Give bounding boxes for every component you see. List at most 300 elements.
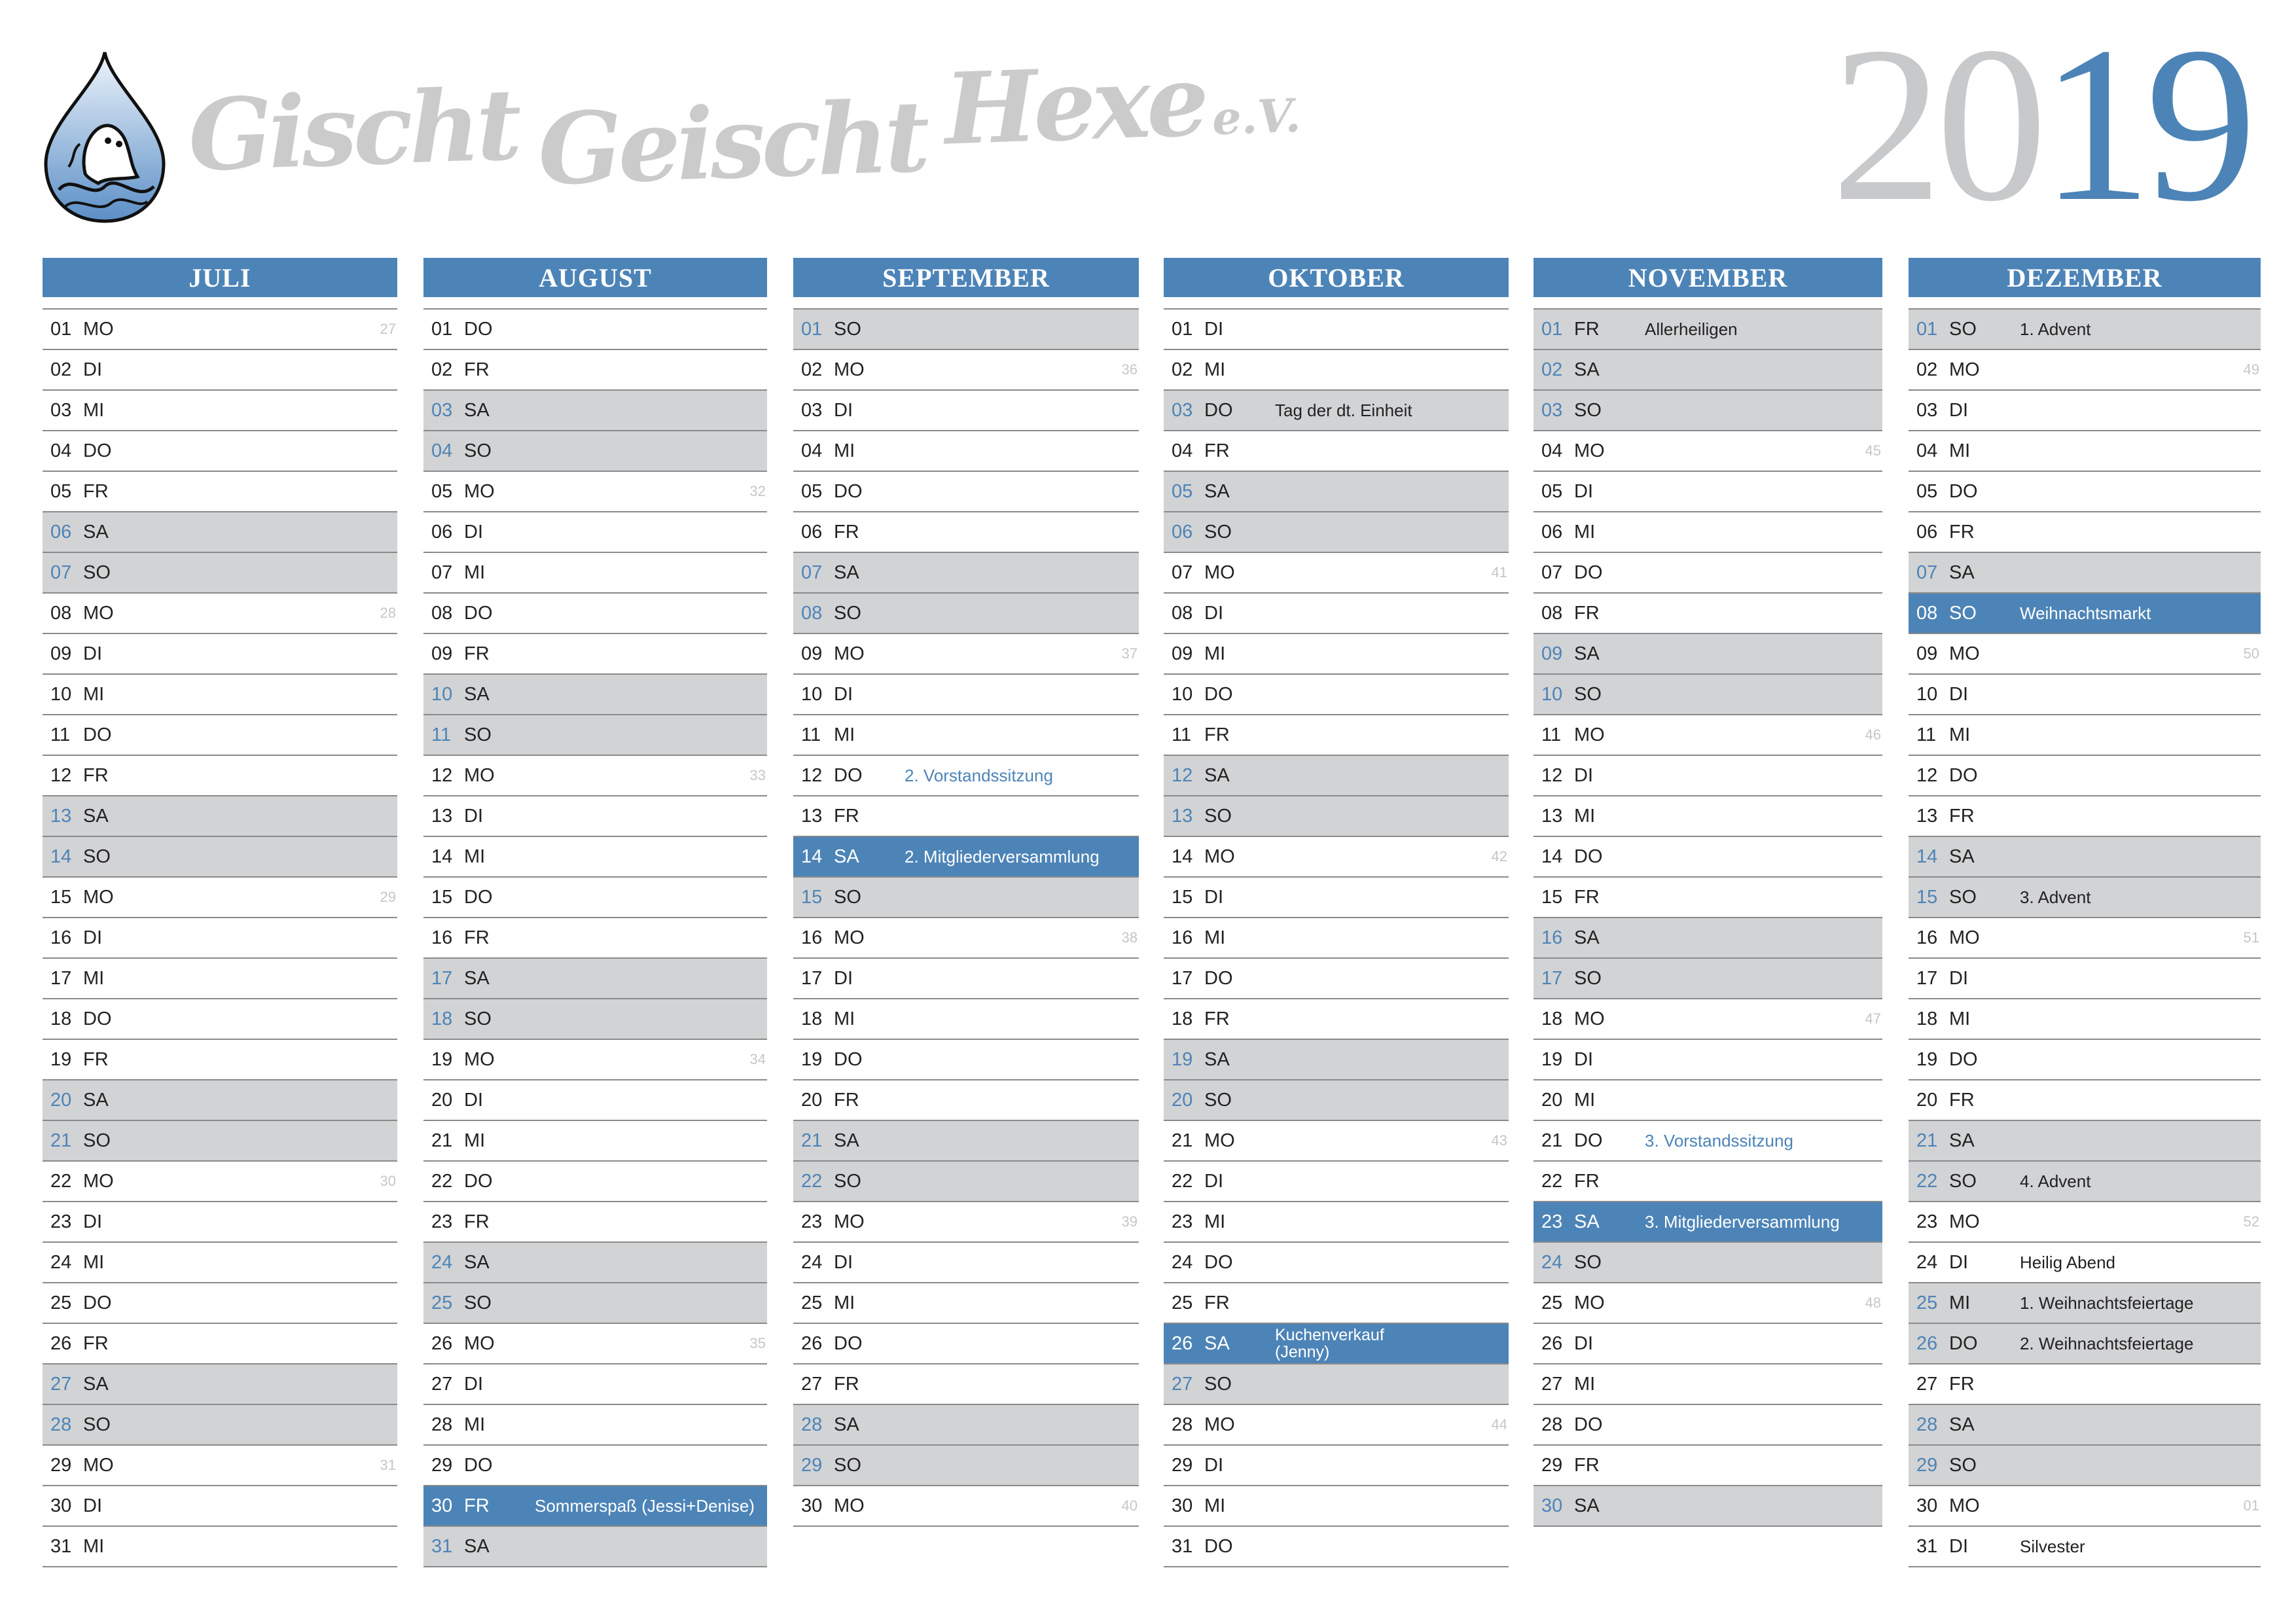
day-row — [1534, 592, 1882, 633]
weekday: DI — [1574, 1333, 1593, 1354]
day-number: 22 — [1541, 1171, 1563, 1192]
day-number: 14 — [1172, 846, 1193, 867]
month-column — [793, 258, 1139, 1527]
day-number: 07 — [50, 562, 72, 583]
day-row — [1909, 349, 2261, 389]
weekday: DO — [1574, 1414, 1603, 1435]
weekday: DI — [834, 968, 853, 989]
day-number: 25 — [1541, 1293, 1563, 1313]
day-row — [423, 836, 767, 876]
day-row — [423, 430, 767, 471]
day-row — [43, 1323, 397, 1363]
day-number: 11 — [801, 724, 821, 745]
day-row — [1909, 1079, 2261, 1120]
weekday: SA — [1949, 1414, 1975, 1435]
day-number: 28 — [1541, 1414, 1563, 1435]
day-row — [1909, 308, 2261, 349]
weekday: SA — [834, 1130, 859, 1151]
month-column — [1534, 258, 1882, 1527]
day-number: 21 — [1916, 1130, 1938, 1151]
day-row — [1909, 1363, 2261, 1404]
day-list — [1534, 308, 1882, 1527]
day-row — [1164, 1201, 1509, 1241]
weekday: MI — [83, 400, 105, 421]
day-row — [1909, 389, 2261, 430]
day-row — [1909, 957, 2261, 998]
month-column — [1909, 258, 2261, 1567]
week-number: 36 — [1121, 361, 1138, 378]
weekday: MI — [1574, 1374, 1596, 1395]
day-number: 26 — [431, 1333, 453, 1354]
day-row — [793, 1323, 1139, 1363]
event-label: Weihnachtsmarkt — [2020, 603, 2151, 623]
day-row — [1164, 1525, 1509, 1567]
weekday: SA — [464, 400, 490, 421]
week-number: 39 — [1121, 1213, 1138, 1230]
day-row — [423, 755, 767, 795]
week-number: 29 — [380, 889, 396, 905]
event-label: Heilig Abend — [2020, 1253, 2115, 1272]
day-number: 07 — [1916, 562, 1938, 583]
weekday: DI — [464, 1374, 483, 1395]
day-row — [1164, 308, 1509, 349]
day-row — [793, 957, 1139, 998]
weekday: MI — [834, 1293, 855, 1313]
day-number: 09 — [50, 643, 72, 664]
day-number: 10 — [1916, 684, 1938, 705]
day-row — [793, 1241, 1139, 1282]
week-number: 31 — [380, 1457, 396, 1473]
weekday: MO — [1574, 1008, 1605, 1029]
day-number: 27 — [1916, 1374, 1938, 1395]
day-row — [43, 1241, 397, 1282]
day-number: 14 — [431, 846, 453, 867]
day-number: 25 — [1172, 1293, 1193, 1313]
day-row — [1164, 917, 1509, 957]
weekday: MO — [464, 1333, 495, 1354]
day-number: 17 — [801, 968, 823, 989]
day-number: 06 — [431, 522, 453, 543]
weekday: SA — [1949, 846, 1975, 867]
week-number: 45 — [1865, 442, 1881, 459]
day-number: 06 — [1172, 522, 1193, 543]
weekday: FR — [1949, 1090, 1975, 1111]
day-number: 15 — [431, 887, 453, 908]
weekday: DI — [464, 522, 483, 543]
day-row — [423, 876, 767, 917]
day-number: 05 — [50, 481, 72, 502]
day-number: 24 — [50, 1252, 72, 1273]
day-number: 12 — [801, 765, 823, 786]
day-number: 29 — [1916, 1455, 1938, 1476]
day-number: 22 — [801, 1171, 823, 1192]
day-row — [423, 1201, 767, 1241]
week-number: 28 — [380, 605, 396, 621]
day-number: 17 — [1541, 968, 1563, 989]
day-number: 19 — [1172, 1049, 1193, 1070]
weekday: DI — [1204, 603, 1223, 624]
day-row — [423, 1039, 767, 1079]
day-row — [1534, 917, 1882, 957]
weekday: MI — [1949, 1008, 1971, 1029]
week-number: 27 — [380, 321, 396, 337]
weekday: MO — [1949, 643, 1980, 664]
weekday: MI — [464, 562, 486, 583]
weekday: SO — [1204, 806, 1232, 827]
day-row — [423, 673, 767, 714]
day-row — [1534, 308, 1882, 349]
weekday: MO — [83, 887, 114, 908]
day-row — [423, 511, 767, 552]
day-number: 11 — [1172, 724, 1192, 745]
day-row — [423, 998, 767, 1039]
day-number: 11 — [1541, 724, 1562, 745]
weekday: DO — [1574, 562, 1603, 583]
weekday: FR — [83, 765, 109, 786]
day-row — [793, 1363, 1139, 1404]
day-number: 20 — [431, 1090, 453, 1111]
weekday: MO — [83, 1455, 114, 1476]
day-row — [43, 876, 397, 917]
logo-wordmark — [187, 40, 1302, 208]
weekday: SO — [464, 1293, 492, 1313]
day-number: 25 — [801, 1293, 823, 1313]
day-row — [793, 308, 1139, 349]
logo-word-3: Hexe — [942, 43, 1208, 168]
day-number: 31 — [431, 1536, 453, 1557]
day-number: 23 — [1172, 1211, 1193, 1232]
day-row — [423, 1525, 767, 1567]
day-number: 09 — [1916, 643, 1938, 664]
day-row — [423, 1404, 767, 1444]
week-number: 51 — [2243, 929, 2259, 946]
day-number: 18 — [801, 1008, 823, 1029]
day-number: 27 — [50, 1374, 72, 1395]
day-number: 01 — [1172, 319, 1193, 340]
day-number: 12 — [50, 765, 72, 786]
weekday: MO — [1204, 846, 1235, 867]
weekday: DI — [1949, 968, 1968, 989]
weekday: SO — [1574, 684, 1602, 705]
day-number: 28 — [1172, 1414, 1193, 1435]
day-row — [43, 1039, 397, 1079]
day-number: 14 — [801, 846, 823, 867]
weekday: DO — [1204, 1536, 1233, 1557]
day-row — [1909, 1282, 2261, 1323]
day-number: 25 — [50, 1293, 72, 1313]
day-number: 04 — [431, 440, 453, 461]
day-row — [423, 1120, 767, 1160]
day-row — [1534, 1363, 1882, 1404]
day-number: 11 — [431, 724, 452, 745]
day-number: 15 — [1541, 887, 1563, 908]
day-row — [43, 552, 397, 592]
weekday: DI — [464, 806, 483, 827]
day-row — [43, 673, 397, 714]
weekday: MO — [1949, 927, 1980, 948]
day-number: 10 — [1172, 684, 1193, 705]
weekday: DI — [834, 684, 853, 705]
day-number: 02 — [801, 359, 823, 380]
day-row — [43, 836, 397, 876]
day-row — [43, 795, 397, 836]
event-label: 3. Advent — [2020, 887, 2091, 907]
day-number: 03 — [1916, 400, 1938, 421]
day-row — [423, 1079, 767, 1120]
day-number: 22 — [431, 1171, 453, 1192]
day-row — [1909, 430, 2261, 471]
day-row — [423, 1363, 767, 1404]
day-list — [43, 308, 397, 1567]
day-number: 17 — [1916, 968, 1938, 989]
weekday: FR — [1574, 603, 1600, 624]
day-row — [1534, 836, 1882, 876]
weekday: DO — [83, 724, 112, 745]
weekday: MO — [1574, 440, 1605, 461]
day-number: 10 — [431, 684, 453, 705]
day-number: 18 — [1541, 1008, 1563, 1029]
weekday: SA — [83, 806, 109, 827]
day-row — [793, 552, 1139, 592]
day-row — [43, 1079, 397, 1120]
day-row — [1164, 633, 1509, 673]
day-number: 24 — [801, 1252, 823, 1273]
day-row — [43, 633, 397, 673]
day-list — [423, 308, 767, 1567]
day-row — [793, 471, 1139, 511]
weekday: FR — [1949, 1374, 1975, 1395]
day-number: 01 — [431, 319, 453, 340]
day-number: 30 — [1172, 1495, 1193, 1516]
day-row — [43, 1444, 397, 1485]
day-number: 05 — [801, 481, 823, 502]
weekday: FR — [464, 1495, 490, 1516]
day-number: 12 — [1916, 765, 1938, 786]
day-row — [1534, 1404, 1882, 1444]
day-list — [1909, 308, 2261, 1567]
day-number: 31 — [50, 1536, 72, 1557]
day-row — [1534, 998, 1882, 1039]
day-row — [423, 1444, 767, 1485]
day-row — [1164, 957, 1509, 998]
day-row — [423, 714, 767, 755]
day-row — [793, 998, 1139, 1039]
day-row — [1909, 1201, 2261, 1241]
weekday: SO — [1949, 887, 1977, 908]
weekday: MO — [1949, 1211, 1980, 1232]
day-row — [793, 592, 1139, 633]
weekday: SA — [464, 1536, 490, 1557]
weekday: DO — [834, 765, 863, 786]
day-number: 06 — [801, 522, 823, 543]
weekday: DO — [1574, 846, 1603, 867]
weekday: FR — [1574, 319, 1600, 340]
day-row — [1534, 1120, 1882, 1160]
month-column — [1164, 258, 1509, 1567]
event-label: Allerheiligen — [1645, 319, 1738, 339]
weekday: MO — [1204, 1414, 1235, 1435]
month-column — [43, 258, 397, 1567]
weekday: FR — [1574, 1171, 1600, 1192]
weekday: MO — [834, 643, 865, 664]
day-row — [793, 714, 1139, 755]
day-number: 21 — [801, 1130, 823, 1151]
day-number: 03 — [801, 400, 823, 421]
day-row — [1164, 755, 1509, 795]
month-header: NOVEMBER — [1534, 258, 1882, 297]
weekday: SA — [1574, 927, 1600, 948]
day-number: 28 — [1916, 1414, 1938, 1435]
day-row — [1164, 673, 1509, 714]
day-row — [1164, 471, 1509, 511]
day-number: 20 — [50, 1090, 72, 1111]
day-row — [1909, 511, 2261, 552]
weekday: DO — [464, 887, 493, 908]
month-header: OKTOBER — [1164, 258, 1509, 297]
day-row — [1909, 917, 2261, 957]
day-number: 02 — [1172, 359, 1193, 380]
day-row — [423, 389, 767, 430]
week-number: 43 — [1491, 1132, 1507, 1149]
weekday: MI — [834, 440, 855, 461]
day-number: 21 — [50, 1130, 72, 1151]
day-number: 02 — [431, 359, 453, 380]
weekday: SO — [464, 1008, 492, 1029]
weekday: MI — [464, 1130, 486, 1151]
day-row — [423, 349, 767, 389]
weekday: MO — [464, 765, 495, 786]
day-number: 19 — [1916, 1049, 1938, 1070]
day-number: 23 — [801, 1211, 823, 1232]
day-number: 02 — [1541, 359, 1563, 380]
weekday: MI — [834, 1008, 855, 1029]
day-number: 15 — [1172, 887, 1193, 908]
weekday: DO — [1204, 1252, 1233, 1273]
week-number: 44 — [1491, 1416, 1507, 1433]
day-number: 17 — [50, 968, 72, 989]
weekday: DO — [464, 319, 493, 340]
day-number: 24 — [1541, 1252, 1563, 1273]
weekday: DO — [834, 481, 863, 502]
weekday: DI — [83, 927, 102, 948]
day-row — [1164, 1363, 1509, 1404]
weekday: MI — [1574, 806, 1596, 827]
day-row — [1534, 1241, 1882, 1282]
day-row — [1909, 836, 2261, 876]
day-number: 03 — [50, 400, 72, 421]
weekday: MO — [1949, 1495, 1980, 1516]
weekday: FR — [834, 1090, 859, 1111]
day-row — [1534, 957, 1882, 998]
weekday: SO — [1574, 1252, 1602, 1273]
day-row — [1164, 998, 1509, 1039]
day-row — [423, 592, 767, 633]
day-row — [1164, 1241, 1509, 1282]
day-row — [1909, 673, 2261, 714]
day-list — [793, 308, 1139, 1527]
day-row — [423, 1323, 767, 1363]
day-number: 20 — [1916, 1090, 1938, 1111]
day-number: 06 — [1541, 522, 1563, 543]
day-row — [793, 1039, 1139, 1079]
day-number: 09 — [1172, 643, 1193, 664]
day-number: 05 — [1172, 481, 1193, 502]
week-number: 30 — [380, 1173, 396, 1189]
day-number: 01 — [1916, 319, 1938, 340]
weekday: FR — [464, 359, 490, 380]
weekday: DO — [1949, 1049, 1978, 1070]
day-row — [43, 714, 397, 755]
day-row — [1909, 1120, 2261, 1160]
day-number: 10 — [801, 684, 823, 705]
day-row — [423, 633, 767, 673]
weekday: SO — [83, 846, 111, 867]
day-number: 19 — [50, 1049, 72, 1070]
day-row — [1909, 795, 2261, 836]
weekday: SA — [834, 1414, 859, 1435]
weekday: DI — [1949, 684, 1968, 705]
day-row — [43, 1282, 397, 1323]
day-number: 05 — [1541, 481, 1563, 502]
day-row — [793, 755, 1139, 795]
week-number: 38 — [1121, 929, 1138, 946]
day-number: 10 — [50, 684, 72, 705]
day-number: 19 — [1541, 1049, 1563, 1070]
day-row — [1534, 755, 1882, 795]
weekday: SA — [464, 968, 490, 989]
month-column — [423, 258, 767, 1567]
day-row — [43, 471, 397, 511]
day-row — [423, 552, 767, 592]
day-row — [793, 795, 1139, 836]
weekday: DI — [1204, 1455, 1223, 1476]
day-number: 28 — [50, 1414, 72, 1435]
day-number: 16 — [431, 927, 453, 948]
day-row — [1164, 349, 1509, 389]
weekday: DI — [83, 1211, 102, 1232]
weekday: DO — [1949, 1333, 1978, 1354]
weekday: SO — [1204, 1090, 1232, 1111]
day-number: 16 — [50, 927, 72, 948]
day-row — [793, 1444, 1139, 1485]
day-number: 08 — [1541, 603, 1563, 624]
day-row — [1909, 471, 2261, 511]
day-row — [793, 917, 1139, 957]
day-number: 30 — [1916, 1495, 1938, 1516]
weekday: SO — [1949, 319, 1977, 340]
weekday: SO — [83, 1130, 111, 1151]
day-number: 10 — [1541, 684, 1563, 705]
day-row — [1909, 552, 2261, 592]
day-row — [1164, 714, 1509, 755]
day-number: 29 — [50, 1455, 72, 1476]
weekday: SA — [83, 1374, 109, 1395]
weekday: DI — [464, 1090, 483, 1111]
weekday: MO — [1949, 359, 1980, 380]
weekday: FR — [83, 481, 109, 502]
weekday: SO — [834, 887, 861, 908]
weekday: MI — [83, 1252, 105, 1273]
day-row — [1534, 1039, 1882, 1079]
day-number: 27 — [1541, 1374, 1563, 1395]
weekday: FR — [1204, 1008, 1230, 1029]
weekday: SA — [834, 846, 859, 867]
day-number: 31 — [1172, 1536, 1193, 1557]
week-number: 46 — [1865, 726, 1881, 743]
day-row — [43, 755, 397, 795]
club-logo — [39, 43, 1302, 236]
weekday: DO — [83, 1293, 112, 1313]
